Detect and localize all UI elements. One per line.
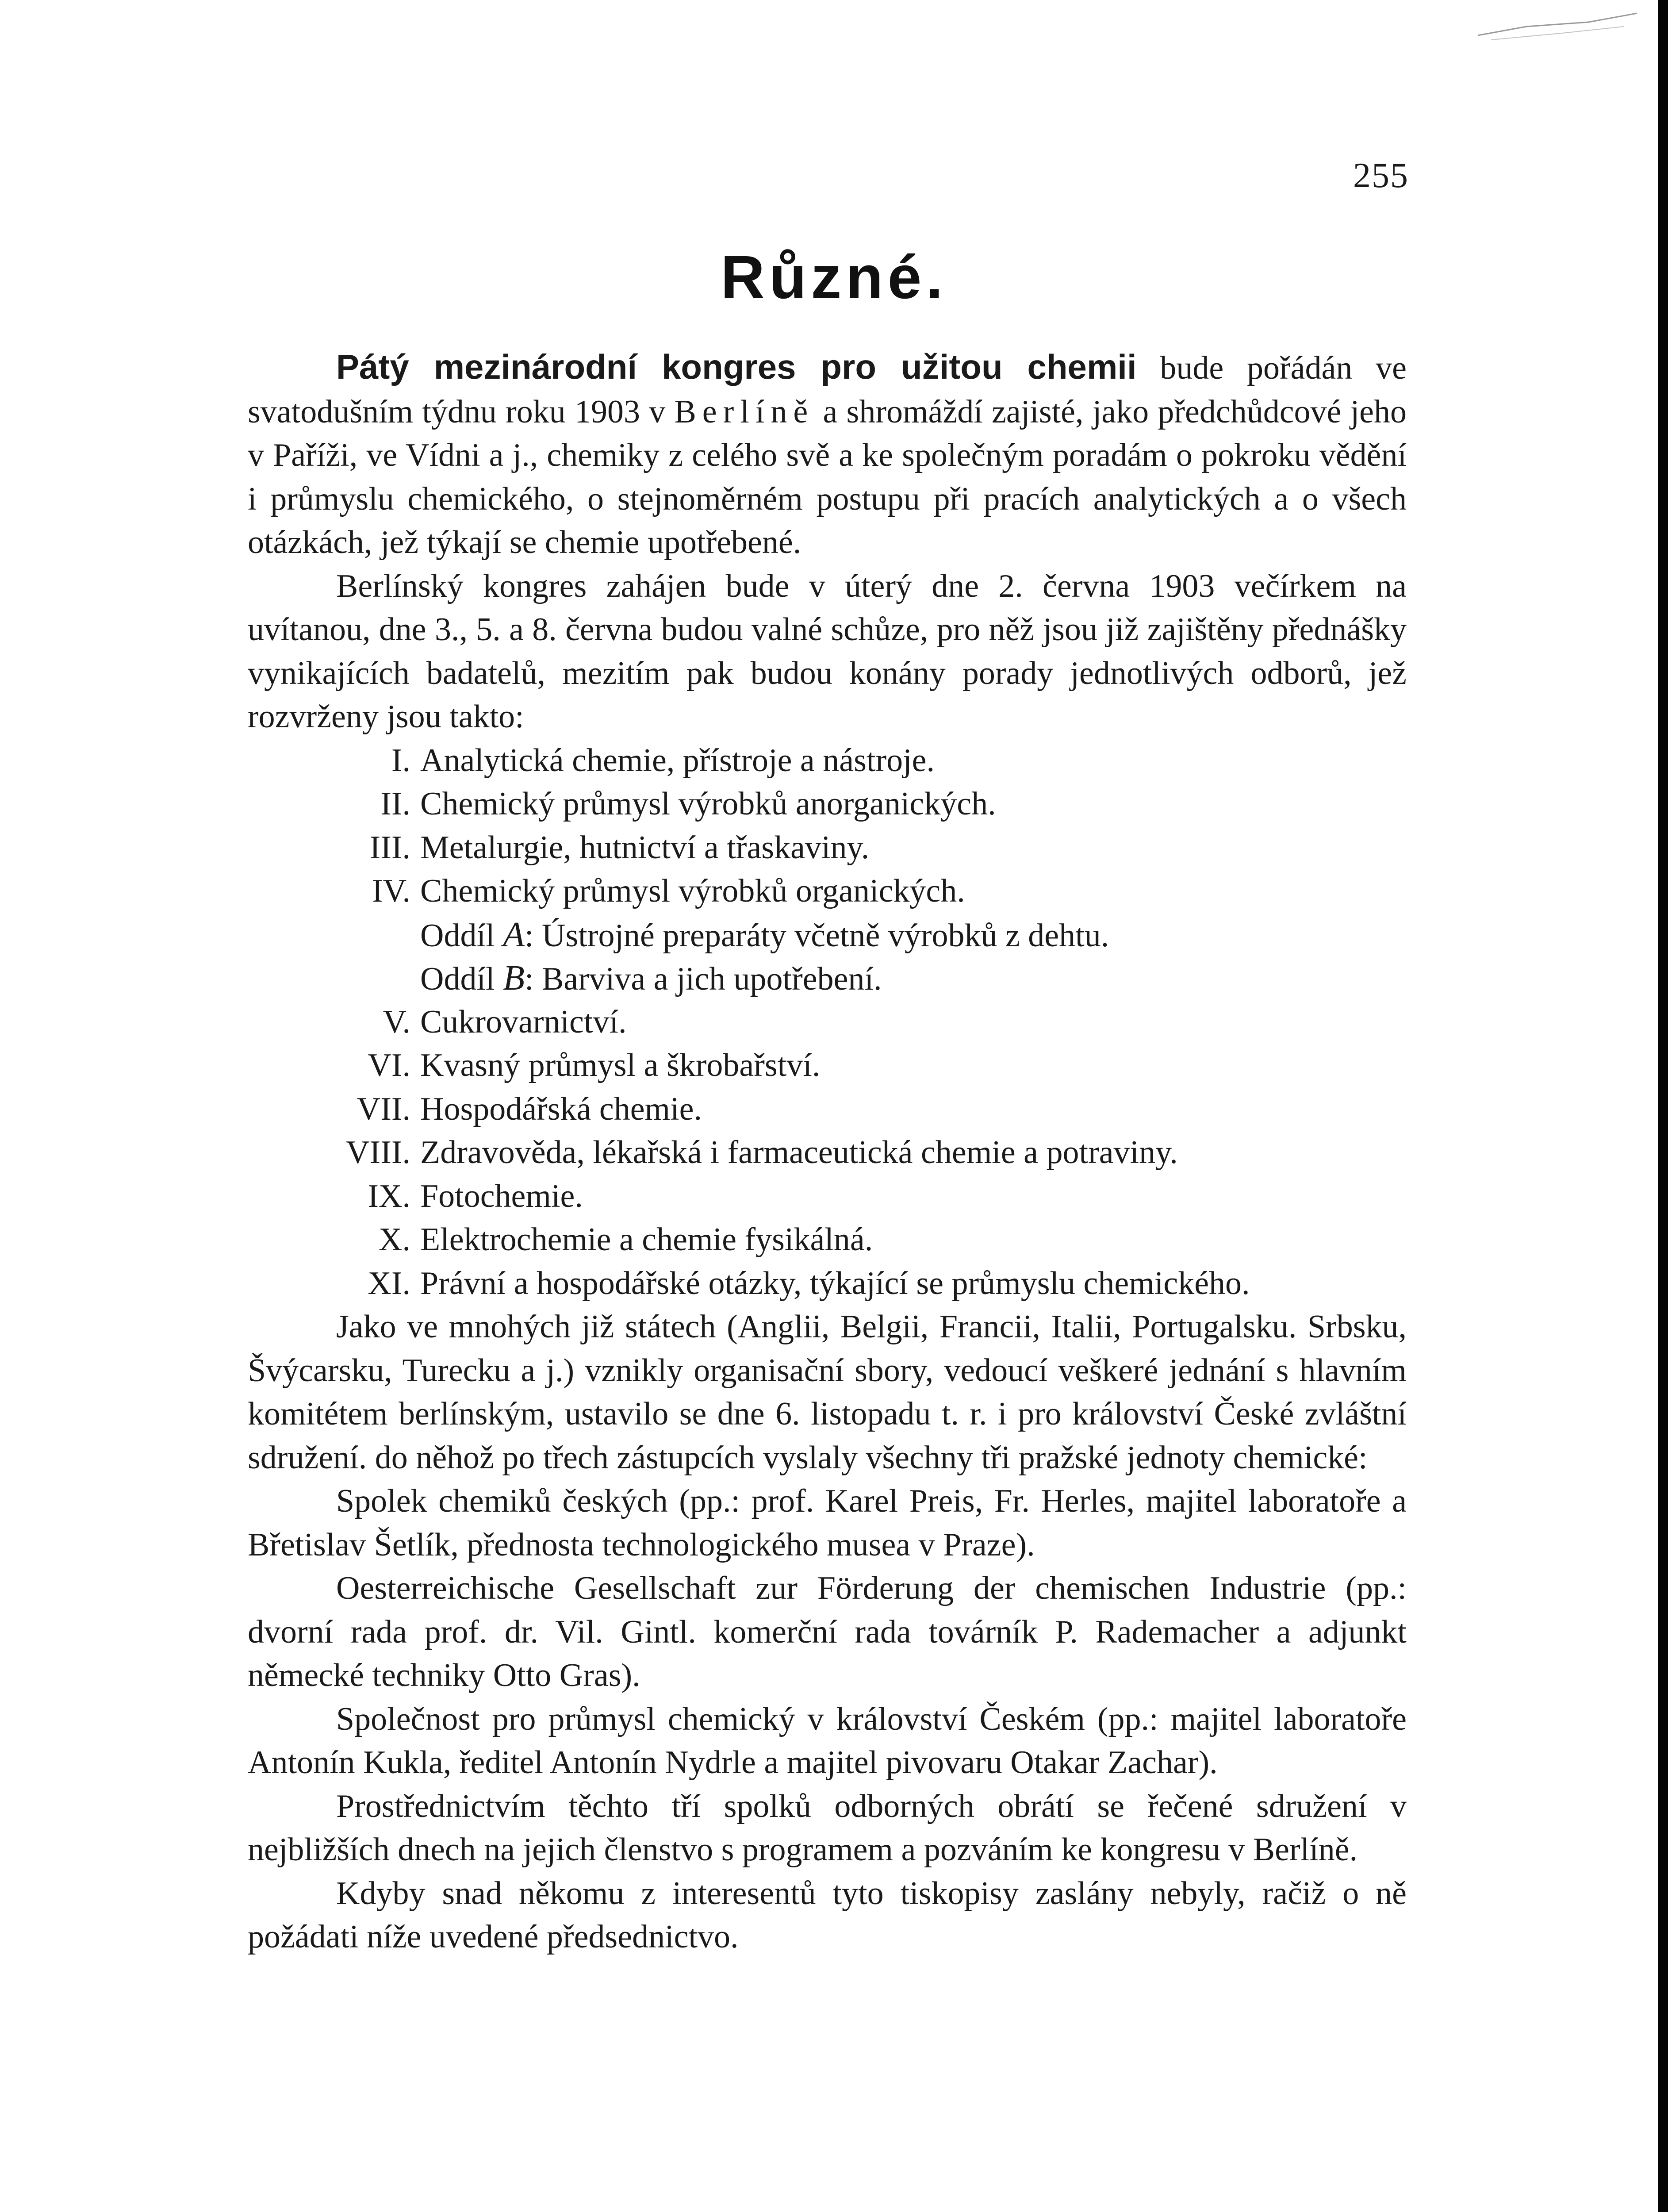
intro-text-a: bude pořádán ve svatodušním týdnu roku 1903 v: [248, 350, 1407, 430]
section-text: Chemický průmysl výrobků organických.: [420, 873, 965, 909]
body-paragraph: Společnost pro průmysl chemický v království Českém (pp.: majitel laboratoře Antonín Kukla, ředitel Antonín Nydrle a majitel pivovaru Otakar Zachar).: [248, 1701, 1407, 1781]
section-text: Metalurgie, hutnictví a třaskaviny.: [420, 829, 870, 866]
subsection-item: [248, 913, 1407, 957]
section-text: Hospodářská chemie.: [420, 1091, 702, 1127]
section-number: VII.: [357, 1091, 410, 1127]
section-text: Zdravověda, lékařská i farmaceutická chemie a potraviny.: [420, 1134, 1178, 1171]
section-number: IV.: [372, 873, 410, 909]
subsection-text: : Barviva a jich upotřebení.: [524, 961, 882, 997]
section-number: X.: [379, 1221, 410, 1258]
subsection-text: : Ústrojné preparáty včetně výrobků z dehtu.: [524, 917, 1109, 954]
section-text: Cukrovarnictví.: [420, 1003, 627, 1040]
scan-corner-mark: [1473, 9, 1641, 44]
section-item: [248, 1262, 1407, 1306]
section-item: [248, 826, 1407, 870]
page-number: 255: [1353, 156, 1409, 195]
section-item: [248, 1218, 1407, 1262]
section-item: [248, 1131, 1407, 1175]
section-text: Právní a hospodářské otázky, týkající se průmyslu chemického.: [420, 1265, 1250, 1302]
section-item: [248, 782, 1407, 826]
section-list: [248, 739, 1407, 1306]
section-number: V.: [383, 1003, 410, 1040]
body-paragraph: Jako ve mnohých již státech (Anglii, Belgii, Francii, Italii, Portugalsku. Srbsku, Švýcarsku, Turecku a j.) vznikly organisační sbory, vedoucí veškeré jednání s hlavním komitétem berlínským, ustavilo se dne 6. listopadu t. r. i pro království České zvláštní sdružení. do něhož po třech zástupcích vyslaly všechny tři pražské jednoty chemické:: [248, 1309, 1407, 1476]
page-title: Různé.: [721, 243, 947, 311]
schedule-paragraph: Berlínský kongres zahájen bude v úterý dne 2. června 1903 večírkem na uvítanou, dne 3., 5. a 8. června budou valné schůze, pro něž jsou již zajištěny přednášky vynikajících badatelů, mezitím pak budou konány porady jednotlivých odborů, jež rozvrženy jsou takto:: [248, 568, 1407, 735]
body-paragraph: Prostřednictvím těchto tří spolků odborných obrátí se řečené sdružení v nejbližších dnech na jejich členstvo s programem a pozváním ke kongresu v Berlíně.: [248, 1788, 1407, 1868]
section-number: IX.: [368, 1178, 410, 1214]
article-body: [248, 345, 1407, 1959]
section-text: Fotochemie.: [420, 1178, 583, 1214]
body-paragraph: Spolek chemiků českých (pp.: prof. Karel Preis, Fr. Herles, majitel laboratoře a Břetislav Šetlík, přednosta technologického musea v Praze).: [248, 1483, 1407, 1563]
section-number: II.: [380, 786, 410, 822]
section-item: [248, 1175, 1407, 1218]
section-item: [248, 1000, 1407, 1044]
section-item: [248, 869, 1407, 913]
body-paragraph: Oesterreichische Gesellschaft zur Förderung der chemischen Industrie (pp.: dvorní rada prof. dr. Vil. Gintl. komerční rada továrník P. Rademacher a adjunkt německé techniky Otto Gras).: [248, 1570, 1407, 1694]
intro-paragraph: [248, 345, 1407, 565]
section-number: III.: [369, 829, 410, 866]
subsection-letter: B: [503, 959, 525, 998]
section-item: [248, 1087, 1407, 1131]
intro-city: Berlíně: [674, 393, 814, 430]
section-number: VI.: [368, 1047, 410, 1083]
subsection-letter: A: [503, 915, 525, 954]
body-paragraph: Kdyby snad někomu z interesentů tyto tiskopisy zaslány nebyly, račiž o ně požádati níže uvedené předsednictvo.: [248, 1875, 1407, 1955]
section-number: I.: [391, 742, 410, 779]
subsection-item: [248, 956, 1407, 1000]
section-text: Analytická chemie, přístroje a nástroje.: [420, 742, 935, 779]
section-item: [248, 1044, 1407, 1087]
intro-lead: Pátý mezinárodní kongres pro užitou chemii: [336, 347, 1137, 386]
section-item: [248, 739, 1407, 783]
section-text: Kvasný průmysl a škrobařství.: [420, 1047, 821, 1083]
section-text: Chemický průmysl výrobků anorganických.: [420, 786, 996, 822]
intro-text-b: a shromáždí zajisté, jako předchůdcové jeho v Paříži, ve Vídni a j., chemiky z celého svě a ke společným poradám o pokroku vědění i průmyslu chemického, o stejnoměrném postupu při pracích analytických a o všech otázkách, jež týkají se chemie upotřebené.: [248, 393, 1407, 561]
section-text: Elektrochemie a chemie fysikálná.: [420, 1221, 873, 1258]
scan-edge: [1658, 0, 1668, 2212]
section-number: XI.: [368, 1265, 410, 1302]
subsection-prefix: Oddíl: [420, 961, 503, 997]
subsection-prefix: Oddíl: [420, 917, 503, 954]
section-number: VIII.: [346, 1134, 410, 1171]
